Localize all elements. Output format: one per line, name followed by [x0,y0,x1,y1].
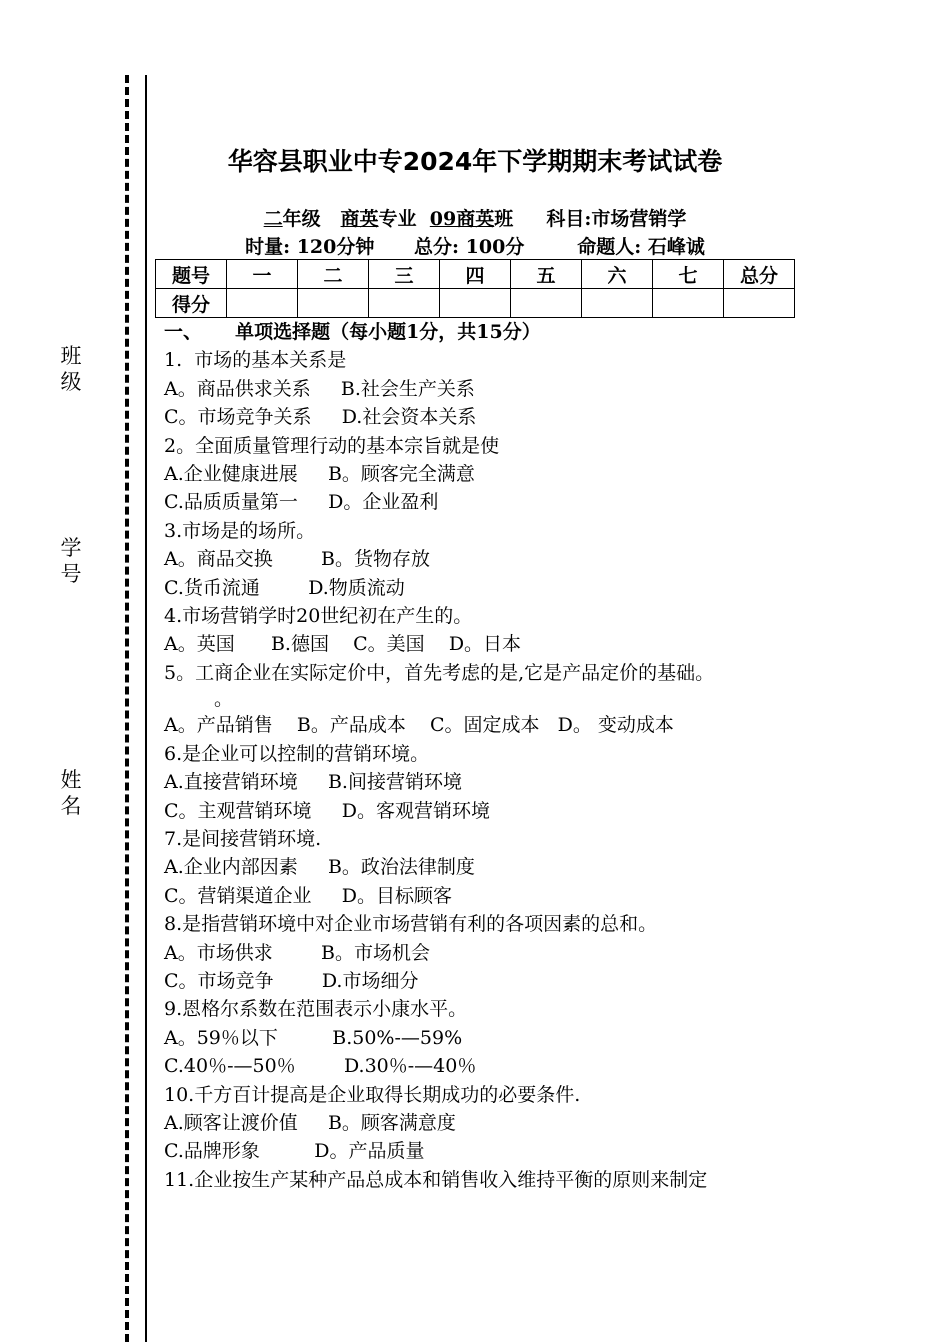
major-value: 商英 [340,208,379,230]
score-row-label: 得分 [156,289,227,318]
question-line: 10.千方百计提高是企业取得长期成功的必要条件. [164,1083,581,1106]
class-label: 班级 [60,344,82,394]
score-table-score-row [156,289,795,318]
question-line: 2。全面质量管理行动的基本宗旨就是使 [164,434,500,457]
question-line: A.顾客让渡价值 B。顾客满意度 [164,1111,456,1134]
class-value: 09商英 [429,208,495,230]
score-header-cell: 二 [298,260,369,289]
grade-suffix: 年级 [282,208,321,230]
question-line: 9.恩格尔系数在范围表示小康水平。 [164,998,468,1021]
question-line: C。市场竞争关系 D.社会资本关系 [164,406,477,429]
score-header-cell: 六 [582,260,653,289]
score-cell [724,289,795,318]
exam-info-line-1 [150,204,800,231]
score-table [155,259,795,318]
score-cell [440,289,511,318]
question-line: A。产品销售 B。产品成本 C。固定成本 D。 变动成本 [164,714,674,737]
binding-dashed-line [125,75,129,1342]
question-line: A.企业健康进展 B。顾客完全满意 [164,463,475,486]
question-line: 3.市场是的场所。 [164,519,316,542]
class-suffix: 班 [494,208,514,230]
question-line: C。营销渠道企业 D。目标顾客 [164,884,452,907]
score-cell [369,289,440,318]
exam-info-line-2: 时量: 120分钟 总分: 100分 命题人: 石峰诚 [245,236,705,258]
question-line: 11.企业按生产某种产品总成本和销售收入维持平衡的原则来制定 [164,1168,708,1191]
score-header-cell: 一 [227,260,298,289]
question-line: 4.市场营销学时20世纪初在产生的。 [164,605,473,628]
question-line: 5。工商企业在实际定价中，首先考虑的是,它是产品定价的基础。 [164,661,715,684]
question-line: C.品质质量第一 D。企业盈利 [164,491,439,514]
score-cell [511,289,582,318]
margin-solid-line [145,75,147,1342]
subject-info: 科目:市场营销学 [546,208,687,230]
score-table-header-row [156,260,795,289]
score-cell [582,289,653,318]
question-line: A。59％以下 B.50%-—59% [164,1026,463,1049]
score-cell [298,289,369,318]
question-line: C.40％-—50％ D.30％-—40％ [164,1055,477,1078]
question-line: C.货币流通 D.物质流动 [164,576,405,599]
score-cell [227,289,298,318]
question-line: C。市场竞争 D.市场细分 [164,969,419,992]
exam-title: 华容县职业中专2024年下学期期末考试试卷 [227,147,723,176]
question-line: A。市场供求 B。市场机会 [164,941,431,964]
question-line: A。商品交换 B。货物存放 [164,548,431,571]
score-header-cell: 七 [653,260,724,289]
score-header-cell: 三 [369,260,440,289]
question-line: 。 [214,688,234,711]
question-line: 6.是企业可以控制的营销环境。 [164,742,430,765]
score-header-cell: 五 [511,260,582,289]
score-header-cell: 总分 [724,260,795,289]
question-line: A.直接营销环境 B.间接营销环境 [164,771,462,794]
question-line: A.企业内部因素 B。政治法律制度 [164,856,475,879]
question-line: 8.是指营销环境中对企业市场营销有利的各项因素的总和。 [164,913,658,936]
score-header-cell: 四 [440,260,511,289]
section-heading: 一、 单项选择题（每小题1分，共15分） [164,321,541,343]
question-line: 7.是间接营销环境. [164,827,322,850]
student-number-label: 学号 [60,536,82,586]
question-line: A。商品供求关系 B.社会生产关系 [164,377,475,400]
score-header-cell: 题号 [156,260,227,289]
exam-content [164,318,814,1194]
grade-value: 二 [263,208,283,230]
question-line: 1. 市场的基本关系是 [164,349,347,372]
score-cell [653,289,724,318]
major-suffix: 专业 [378,208,417,230]
name-label: 姓名 [60,768,82,818]
question-line: C.品牌形象 D。产品质量 [164,1140,425,1163]
question-line: A。英国 B.德国 C。美国 D。日本 [164,633,522,656]
question-line: C。主观营销环境 D。客观营销环境 [164,799,490,822]
